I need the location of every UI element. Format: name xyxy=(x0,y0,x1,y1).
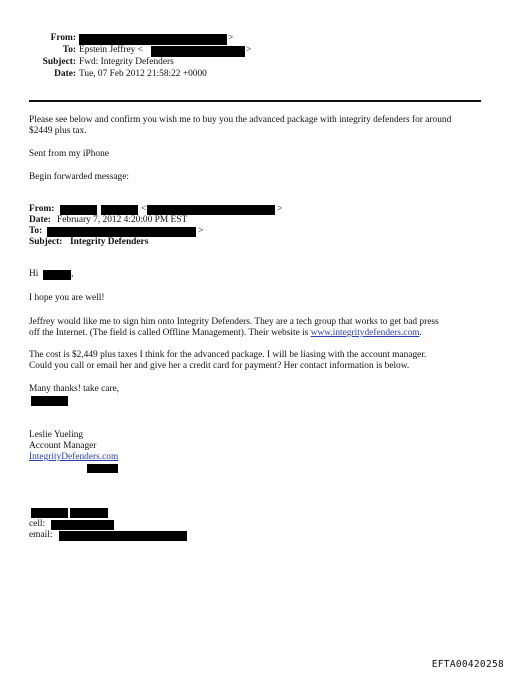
fwd-to-gt: > xyxy=(198,226,204,236)
header-from-suffix: > xyxy=(228,33,234,43)
cell-label: cell: xyxy=(29,519,46,529)
email-label: email: xyxy=(29,530,53,540)
header-to-suffix: > xyxy=(246,45,252,55)
redaction-bar xyxy=(47,227,196,237)
redaction-bar xyxy=(51,520,114,530)
fwd-subject-label: Subject: xyxy=(29,237,63,247)
fwd-date-label: Date: xyxy=(29,215,51,225)
redaction-bar xyxy=(70,508,108,518)
sent-from-line: Sent from my iPhone xyxy=(29,149,109,159)
signature-name: Leslie Yueling xyxy=(29,430,84,440)
redaction-bar xyxy=(151,46,245,57)
hope-line: I hope you are well! xyxy=(29,293,105,303)
fwd-to-label: To: xyxy=(29,226,43,236)
greeting: Hi xyxy=(29,269,39,279)
website-link[interactable]: www.integritydefenders.com xyxy=(310,328,420,338)
redaction-bar xyxy=(79,34,227,45)
body-paragraph-line: Please see below and confirm you wish me to buy you the advanced package with integrity defenders for around xyxy=(29,115,452,125)
fwd-from-lt: < xyxy=(141,204,147,214)
greeting-comma: , xyxy=(71,269,74,279)
fwd-subject-value: Integrity Defenders xyxy=(70,237,149,247)
redaction-bar xyxy=(101,205,138,215)
body-paragraph-line: Could you call or email her and give her a credit card for payment? Her contact information is below. xyxy=(29,361,410,371)
body-paragraph-line: The cost is $2,449 plus taxes I think for the advanced package. I will be liasing with the account manager. xyxy=(29,350,427,360)
signature-link-line xyxy=(29,452,118,464)
header-divider xyxy=(29,100,481,102)
paragraph-text: off the Internet. (The field is called Offline Management). Their website is xyxy=(29,328,311,338)
header-from-label: From: xyxy=(50,33,76,43)
fwd-from-label: From: xyxy=(29,204,55,214)
header-to-value: Epstein Jeffrey < xyxy=(79,45,143,55)
redaction-bar xyxy=(87,464,118,473)
header-subject-label: Subject: xyxy=(42,57,76,67)
redaction-bar xyxy=(43,269,74,280)
signature-title: Account Manager xyxy=(29,441,97,451)
thanks-line: Many thanks! take care, xyxy=(29,384,120,394)
signature-link[interactable]: IntegrityDefenders.com xyxy=(29,452,119,462)
redaction-bar xyxy=(31,508,68,518)
header-date-label: Date: xyxy=(54,69,76,79)
header-to-label: To: xyxy=(62,45,76,55)
redaction-bar xyxy=(147,205,275,215)
paragraph-text: . xyxy=(419,328,422,338)
header-subject-value: Fwd: Integrity Defenders xyxy=(79,57,174,67)
fwd-date-value: February 7, 2012 4:20:00 PM EST xyxy=(57,215,188,225)
redaction-bar xyxy=(60,205,97,215)
body-paragraph-line: Jeffrey would like me to sign him onto Integrity Defenders. They are a tech group that works to get bad press xyxy=(29,317,439,327)
begin-forwarded-line: Begin forwarded message: xyxy=(29,172,129,182)
header-date-value: Tue, 07 Feb 2012 21:58:22 +0000 xyxy=(79,69,207,79)
body-paragraph-line: $2449 plus tax. xyxy=(29,126,87,136)
body-paragraph-line xyxy=(29,328,422,340)
redaction-bar xyxy=(31,396,68,406)
bates-number: EFTA00420258 xyxy=(431,658,504,670)
fwd-from-gt: > xyxy=(277,204,283,214)
redaction-bar xyxy=(59,531,187,541)
